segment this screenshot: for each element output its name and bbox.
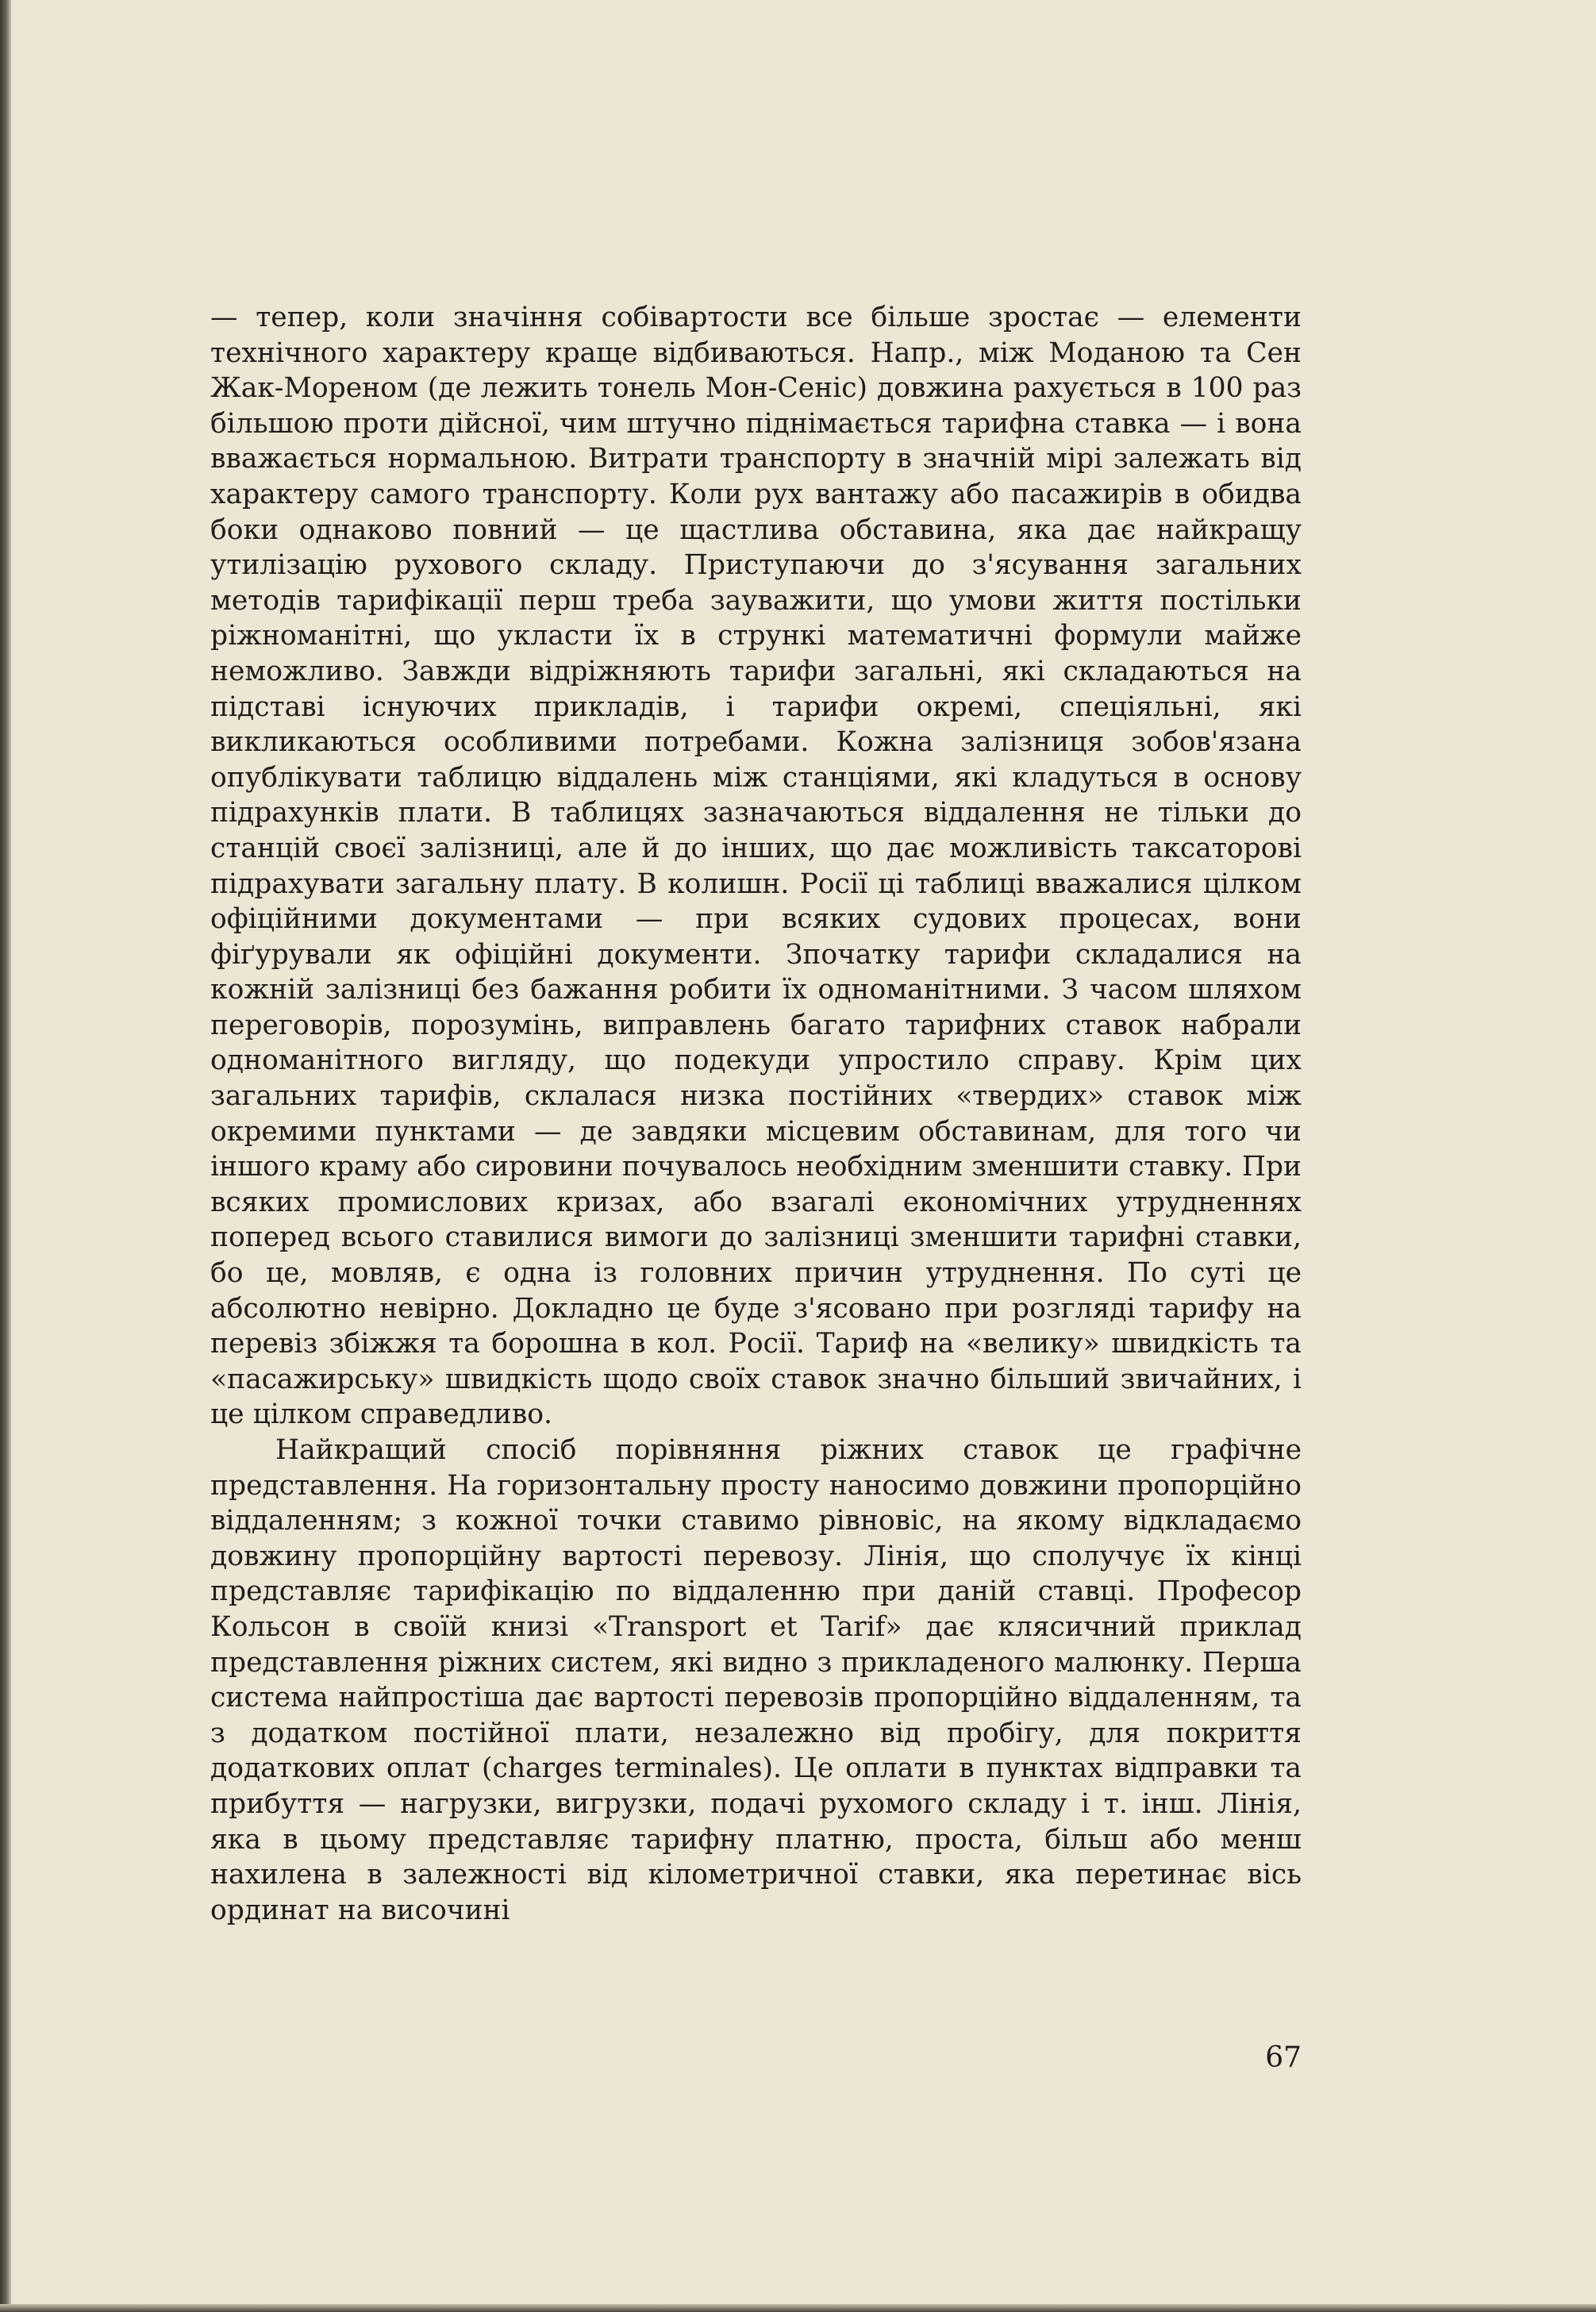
paragraph-2: Найкращий спосіб порівняння ріжних ставок це графічне представлення. На горизонтальну просту наносимо довжини пропорційно віддаленням; з кожної точки ставимо рівновіс, на якому відкладаємо довжину пропорційну вартості перевозу. Лінія, що сполучує їх кінці представляє тарифікацію по віддаленню при даній ставці. Професор Кольсон в своїй книзі «Transport et Tarif» дає клясичний приклад представлення ріжних систем, які видно з прикладеного малюнку. Перша система найпростіша дає вартості перевозів пропорційно віддаленням, та з додатком постійної плати, незалежно від пробігу, для покриття додаткових оплат (charges terminales). Це оплати в пунктах відправки та прибуття — нагрузки, вигрузки, подачі рухомого складу і т. інш. Лінія, яка в цьому представляє тарифну платню, проста, більш або менш нахилена в залежності від кілометричної ставки, яка перетинає вісь ординат на височині	[210, 1434, 1302, 1926]
page-bottom-edge	[0, 2304, 1596, 2312]
page-number: 67	[1265, 2041, 1302, 2074]
paragraph-1: — тепер, коли значіння собівартости все більше зростає — елементи технічного характеру краще відбиваються. Напр., між Моданою та Сен Жак-Мореном (де лежить тонель Мон-Сеніс) довжина рахується в 100 раз більшою проти дійсної, чим штучно піднімається тарифна ставка — і вона вважається нормальною. Витрати транспорту в значній мірі залежать від характеру самого транспорту. Коли рух вантажу або пасажирів в обидва боки однаково повний — це щастлива обставина, яка дає найкращу утилізацію рухового складу. Приступаючи до з'ясування загальних методів тарифікації перш треба зауважити, що умови життя постільки ріжноманітні, що укласти їх в стрункі математичні формули майже неможливо. Завжди відріжняють тарифи загальні, які складаються на підставі існуючих прикладів, і тарифи окремі, спеціяльні, які викликаються особливими потребами. Кожна залізниця зобов'язана опублікувати таблицю віддалень між станціями, які кладуться в основу підрахунків плати. В таблицях зазначаються віддалення не тільки до станцій своєї залізниці, але й до інших, що дає можливість таксаторові підрахувати загальну плату. В колишн. Росії ці таблиці вважалися цілком офіційними документами — при всяких судових процесах, вони фіґурували як офіційні документи. Зпочатку тарифи складалися на кожній залізниці без бажання робити їх одноманітними. З часом шляхом переговорів, порозумінь, виправлень багато тарифних ставок набрали одноманітного вигляду, що подекуди упростило справу. Крім цих загальних тарифів, склалася низка постійних «твердих» ставок між окремими пунктами — де завдяки місцевим обставинам, для того чи іншого краму або сировини почувалось необхідним зменшити ставку. При всяких промислових кризах, або взагалі економічних утрудненнях поперед всього ставилися вимоги до залізниці зменшити тарифні ставки, бо це, мовляв, є одна із головних причин утруднення. По суті це абсолютно невірно. Докладно це буде з'ясовано при розгляді тарифу на перевіз збіжжя та борошна в кол. Росії. Тариф на «велику» швидкість та «пасажирську» швидкість щодо своїх ставок значно більший звичайних, і це цілком справедливо.	[210, 302, 1302, 1431]
book-gutter	[0, 0, 11, 2312]
body-text	[210, 300, 1302, 1928]
